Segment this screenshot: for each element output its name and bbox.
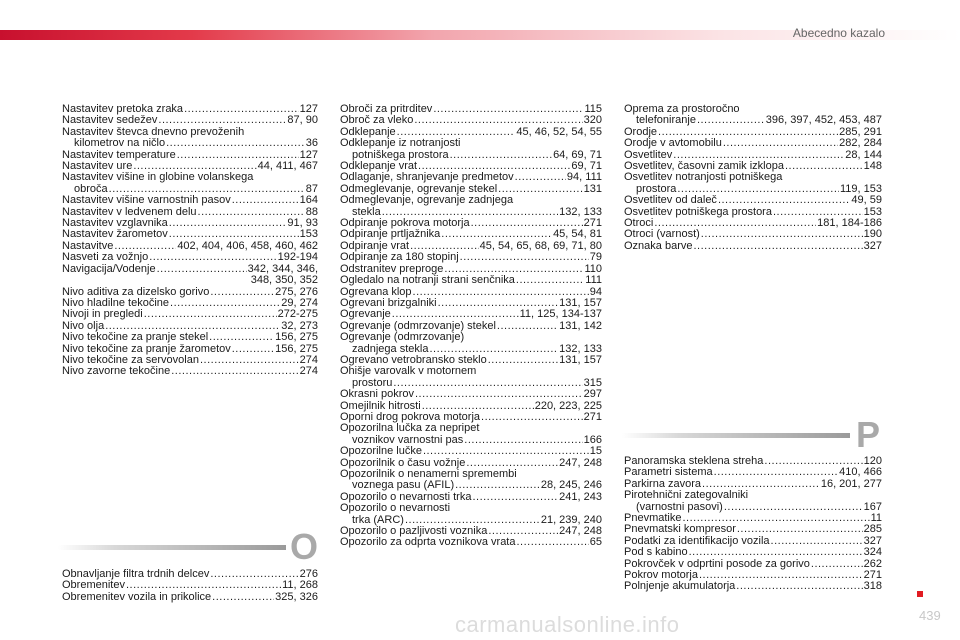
entry-term: prostora (636, 182, 677, 195)
entry-term: Pirotehnični zategovalniki (624, 489, 749, 502)
entry-term: Odpiranje pokrova motorja (340, 217, 470, 230)
page-references[interactable]: 276 (299, 568, 318, 580)
page-references[interactable]: 131, 142 (559, 319, 602, 332)
index-entry[interactable] (340, 469, 602, 492)
page-references[interactable]: 127 (299, 103, 318, 115)
leader-dots (166, 138, 305, 149)
entry-term: Odklepanje iz notranjosti (340, 137, 461, 150)
entry-term: Osvetlitev, časovni zamik izklopa (624, 160, 784, 173)
entry-term: Navigacija/Vodenje (62, 262, 156, 275)
entry-term: Orodje v avtomobilu (624, 137, 722, 150)
leader-dots (450, 150, 552, 161)
page-references[interactable]: 262 (863, 557, 882, 570)
page-references[interactable]: 110 (584, 262, 602, 275)
entry-term: Odlaganje, shranjevanje predmetov (340, 171, 514, 184)
entry-term: Nivoji in pregledi (62, 308, 143, 321)
leader-dots (736, 581, 862, 592)
entry-term: Nastavitev ure (62, 160, 133, 173)
page-references[interactable]: 119, 153 (839, 182, 882, 195)
index-entry[interactable] (340, 138, 602, 161)
page-references[interactable]: 131 (583, 182, 602, 195)
page-references[interactable]: 241, 243 (559, 490, 602, 503)
page-references[interactable]: 87, 90 (287, 114, 318, 127)
entry-term: Okrasni pokrov (340, 388, 414, 401)
page-references[interactable]: 16, 201, 277 (820, 477, 882, 490)
index-entry[interactable] (340, 503, 602, 526)
entry-term: Nastavitev števca dnevno prevoženih (62, 125, 245, 138)
page-references[interactable]: 153 (299, 228, 318, 241)
index-column-3-p (624, 456, 882, 593)
entry-term: Ohišje varovalk v motornem (340, 365, 477, 378)
leader-dots (718, 195, 850, 206)
index-entry[interactable] (340, 389, 602, 400)
entry-term: Osvetlitev (624, 148, 673, 161)
entry-term: Nastavitev žarometov (62, 228, 168, 241)
letter-divider-rule (58, 545, 286, 550)
page-references[interactable]: 32, 273 (281, 319, 318, 332)
leader-dots (689, 547, 863, 558)
entry-term: Odpiranje prtljažnika (340, 228, 441, 241)
entry-term: Nastavitev sedežev (62, 114, 158, 127)
page-references[interactable]: 44, 411, 467 (257, 160, 318, 173)
page-references[interactable]: 181, 184-186 (817, 217, 882, 230)
index-column-3-o (624, 104, 882, 252)
entry-term: Nastavitev v ledvenem delu (62, 205, 197, 218)
index-entry[interactable] (62, 592, 318, 603)
entry-term: Nivo hladilne tekočine (62, 296, 170, 309)
leader-dots (415, 389, 583, 400)
entry-term: Obnavljanje filtra trdnih delcev (62, 568, 210, 580)
entry-term: Obremenitev vozila in prikolice (62, 590, 212, 603)
page-references[interactable]: 285 (863, 523, 882, 536)
index-entry[interactable] (62, 366, 318, 377)
entry-term: Ogrevanje (340, 308, 391, 321)
entry-row (62, 252, 318, 263)
leader-dots (232, 195, 299, 206)
page-references[interactable]: 11, 268 (282, 579, 318, 592)
leader-dots (785, 161, 863, 172)
entry-term: Ogrevano vetrobransko steklo (340, 353, 487, 366)
entry-term: Opozorilo o pazljivosti voznika (340, 525, 488, 538)
page-number: 439 (919, 608, 941, 623)
page-references[interactable]: 88 (305, 205, 318, 218)
entry-row (340, 252, 602, 263)
leader-dots (723, 138, 838, 149)
page-references[interactable]: 45, 54, 65, 68, 69, 71, 80 (479, 239, 602, 252)
entry-term: Nivo tekočine za pranje stekel (62, 331, 209, 344)
index-entry[interactable] (624, 547, 882, 558)
page-references[interactable]: 297 (583, 388, 602, 401)
entry-row (624, 195, 882, 206)
page-references[interactable]: 156, 275 (275, 331, 318, 344)
leader-dots (516, 275, 584, 286)
leader-dots (811, 559, 863, 570)
entry-term: Obremenitev (62, 579, 125, 592)
entry-term: obroča (74, 182, 108, 195)
entry-term: Ogrevani brizgalniki (340, 296, 437, 309)
entry-term: kilometrov na ničlo (74, 137, 166, 150)
letter-divider-o (58, 526, 319, 567)
leader-dots (210, 287, 274, 298)
entry-term: Odmeglevanje, ogrevanje stekel (340, 182, 498, 195)
leader-dots (423, 446, 589, 457)
entry-term: trka (ARC) (352, 513, 404, 526)
leader-dots (149, 252, 276, 263)
entry-term: Oporni drog pokrova motorja (340, 410, 481, 423)
page-references[interactable]: 247, 248 (559, 525, 602, 538)
entry-term: Ogrevana klop (340, 285, 412, 298)
page-references[interactable]: 115 (584, 103, 602, 115)
entry-row (340, 389, 602, 400)
leader-dots (157, 264, 247, 275)
page-references[interactable]: 153 (863, 205, 882, 218)
entry-term: Orodje (624, 125, 658, 138)
leader-dots (169, 218, 287, 229)
page-references[interactable]: 120 (863, 455, 882, 467)
index-entry[interactable] (624, 195, 882, 206)
index-entry[interactable] (340, 252, 602, 263)
entry-term: Otroci (624, 217, 654, 230)
entry-term: Obroč za vleko (340, 114, 414, 127)
entry-term: Ogrevanje (odmrzovanje) (340, 331, 465, 344)
page-references[interactable]: 282, 284 (839, 137, 882, 150)
leader-dots (472, 492, 558, 503)
entry-term: Odmeglevanje, ogrevanje zadnjega (340, 194, 514, 207)
entry-term: Opozorilna lučka za nepripet (340, 422, 480, 435)
page-references[interactable]: 69, 71 (571, 160, 602, 173)
page-references[interactable]: 94, 111 (566, 171, 602, 184)
entry-term: potniškega prostora (352, 148, 449, 161)
entry-term: Nastavitev pretoka zraka (62, 103, 184, 115)
leader-dots (433, 104, 583, 115)
page-references[interactable]: 94 (589, 285, 602, 298)
leader-dots (232, 344, 274, 355)
entry-term: Osvetlitev od daleč (624, 194, 717, 207)
page-references[interactable]: 156, 275 (275, 342, 318, 355)
page-references[interactable]: 285, 291 (839, 125, 882, 138)
entry-term: voznikov varnostni pas (352, 433, 464, 446)
page-references[interactable]: 49, 59 (851, 194, 882, 207)
index-entry[interactable] (340, 446, 602, 457)
entry-term: Pnevmatski kompresor (624, 523, 736, 536)
entry-row (62, 138, 318, 149)
page-references[interactable]: 79 (589, 251, 602, 264)
entry-term: Osvetlitev notranjosti potniškega (624, 171, 783, 184)
entry-term: Pod s kabino (624, 546, 688, 559)
leader-dots (488, 355, 558, 366)
leader-dots (200, 355, 299, 366)
leader-dots (714, 467, 839, 478)
entry-term: Podatki za identifikacijo vozila (624, 534, 770, 547)
entry-term: Opozorilo o nevarnosti (340, 502, 451, 515)
page-references[interactable]: 28, 144 (845, 148, 882, 161)
page-references[interactable]: 275, 276 (275, 285, 318, 298)
index-entry[interactable] (62, 264, 318, 287)
index-entry[interactable] (62, 127, 318, 150)
entry-term: telefoniranje (636, 114, 696, 127)
index-entry[interactable] (624, 581, 882, 592)
leader-dots (393, 378, 582, 389)
index-entry[interactable] (624, 104, 882, 127)
entry-term: Omejilnik hitrosti (340, 399, 421, 412)
letter-heading-p: P (856, 414, 881, 455)
entry-term: voznega pasu (AFIL) (352, 479, 455, 492)
entry-term: Opozorilnik o času vožnje (340, 456, 466, 469)
index-entry[interactable] (340, 195, 602, 218)
page-references[interactable]: 127 (299, 148, 318, 161)
entry-term: Osvetlitev potniškega prostora (624, 205, 772, 218)
entry-row (62, 366, 318, 377)
entry-term: Nivo tekočine za pranje žarometov (62, 342, 231, 355)
page-references[interactable]: 11 (870, 512, 882, 525)
entry-term: Opozorilo za odprta voznikova vrata (340, 536, 516, 549)
entry-row (624, 547, 882, 558)
entry-term: stekla (352, 205, 381, 218)
index-entry[interactable] (340, 332, 602, 355)
entry-term: Opozorilnik o nenamerni spremembi (340, 468, 517, 480)
page-references[interactable]: 315 (583, 376, 602, 389)
page-references[interactable]: 148 (863, 160, 882, 173)
index-entry[interactable] (340, 275, 602, 286)
entry-term: Pokrovček v odprtini posode za gorivo (624, 557, 810, 570)
section-title: Abecedno kazalo (792, 26, 885, 40)
entry-term: Parametri sistema (624, 466, 713, 479)
index-entry[interactable] (62, 252, 318, 263)
leader-dots (171, 366, 298, 377)
entry-row (62, 195, 318, 206)
page-references[interactable]: 111 (585, 274, 602, 287)
entry-term: Oprema za prostoročno (624, 103, 740, 115)
entry-term: Nastavitev višine varnostnih pasov (62, 194, 231, 207)
page-references[interactable]: 132, 133 (559, 342, 602, 355)
entry-term: Nastavitev vzglavnika (62, 217, 168, 230)
page-references[interactable]: 274 (299, 353, 318, 366)
leader-dots (212, 592, 274, 603)
entry-term: Pokrov motorja (624, 569, 698, 582)
letter-heading-o: O (290, 526, 319, 567)
entry-term: Oznaka barve (624, 239, 693, 252)
entry-row (340, 446, 602, 457)
leader-dots (170, 298, 280, 309)
entry-row (624, 241, 882, 252)
leader-dots (697, 115, 765, 126)
leader-dots (464, 435, 582, 446)
leader-dots (724, 502, 863, 513)
page-references[interactable]: 318 (863, 580, 882, 593)
index-entry[interactable] (340, 423, 602, 446)
entry-term: Ogledalo na notranji strani senčnika (340, 274, 515, 287)
letter-divider-rule (622, 433, 850, 438)
page-references[interactable]: 87 (305, 182, 318, 195)
entry-row (62, 309, 318, 320)
entry-term: Polnjenje akumulatorja (624, 580, 736, 593)
page-references[interactable]: 164 (299, 194, 318, 207)
letter-divider-p (622, 414, 882, 455)
index-entry[interactable] (340, 537, 602, 548)
entry-term: Otroci (varnost) (624, 228, 700, 241)
index-entry[interactable] (624, 172, 882, 195)
page-references[interactable]: 29, 274 (281, 296, 318, 309)
page-references[interactable]: 28, 245, 246 (540, 479, 602, 492)
page-references[interactable]: 11, 125, 134-137 (519, 308, 602, 321)
page-references[interactable]: 410, 466 (839, 466, 882, 479)
index-entry[interactable] (340, 366, 602, 389)
page-references[interactable]: 132, 133 (559, 205, 602, 218)
index-column-1-o (62, 569, 318, 603)
leader-dots (184, 104, 299, 115)
page-references[interactable]: 36 (305, 137, 318, 150)
page-references[interactable]: 402, 404, 406, 458, 460, 462 (177, 239, 318, 252)
leader-dots (515, 172, 566, 183)
index-entry[interactable] (624, 138, 882, 149)
entry-term: Odklepanje vrat (340, 160, 418, 173)
page-references[interactable]: 91, 93 (287, 217, 318, 230)
entry-term: Nivo tekočine za servovolan (62, 353, 199, 366)
entry-term: Odstranitev preproge (340, 262, 444, 275)
index-entry[interactable] (624, 241, 882, 252)
entry-term: Obroči za pritrditev (340, 103, 433, 115)
page-references[interactable]: 220, 223, 225 (534, 399, 602, 412)
index-entry[interactable] (624, 490, 882, 513)
entry-row (62, 332, 318, 343)
page-references[interactable]: 271 (863, 569, 882, 582)
leader-dots (392, 309, 519, 320)
entry-row (624, 138, 882, 149)
entry-term: Panoramska steklena streha (624, 455, 764, 467)
page-references-continued[interactable]: 348, 350, 352 (250, 274, 318, 287)
page-references[interactable]: 320 (583, 114, 602, 127)
entry-row (340, 309, 602, 320)
entry-row (624, 581, 882, 592)
entry-term: Opozorilo o nevarnosti trka (340, 490, 472, 503)
page-references[interactable]: 396, 397, 452, 453, 487 (765, 114, 882, 127)
page-references[interactable]: 327 (863, 534, 882, 547)
page-references[interactable]: 192-194 (277, 251, 318, 264)
entry-term: Nivo olja (62, 319, 105, 332)
entry-term: Nastavitev temperature (62, 148, 176, 161)
leader-dots (701, 229, 863, 240)
entry-term: Nivo zavorne tekočine (62, 365, 171, 378)
entry-term: Parkirna zavora (624, 477, 702, 490)
page-references[interactable]: 271 (583, 410, 602, 423)
page-references[interactable]: 342, 344, 346, (247, 262, 318, 275)
leader-dots (516, 537, 588, 548)
leader-dots (460, 252, 589, 263)
entry-term: Nivo aditiva za dizelsko gorivo (62, 285, 210, 298)
index-entry[interactable] (340, 309, 602, 320)
page-references[interactable]: 325, 326 (275, 590, 318, 603)
page-references[interactable]: 324 (863, 546, 882, 559)
entry-row (62, 592, 318, 603)
page-references[interactable]: 65 (589, 536, 602, 549)
entry-row (340, 537, 602, 548)
entry-term: (varnostni pasovi) (636, 500, 723, 513)
entry-term: Ogrevanje (odmrzovanje) stekel (340, 319, 496, 332)
page-references[interactable]: 272-275 (277, 308, 318, 321)
entry-term: Pnevmatike (624, 512, 682, 525)
page-references[interactable]: 21, 239, 240 (540, 513, 602, 526)
entry-term: zadnjega stekla (352, 342, 429, 355)
entry-term: Opozorilne lučke (340, 445, 422, 458)
page-references[interactable]: 15 (589, 445, 602, 458)
leader-dots (209, 332, 274, 343)
page-references[interactable]: 131, 157 (559, 296, 602, 309)
leader-dots (144, 309, 277, 320)
page-references[interactable]: 327 (863, 239, 882, 252)
index-entry[interactable] (62, 172, 318, 195)
page-references[interactable]: 166 (583, 433, 602, 446)
leader-dots (481, 412, 583, 423)
page-references[interactable]: 45, 54, 81 (553, 228, 602, 241)
entry-term: Odpiranje za 180 stopinj (340, 251, 459, 264)
entry-term: Odpiranje vrat (340, 239, 410, 252)
page-references[interactable]: 274 (299, 365, 318, 378)
page-marker (917, 591, 923, 597)
index-column-1-n (62, 104, 318, 378)
entry-term: Nastavitev višine in globine volanskega (62, 171, 254, 184)
index-column-2 (340, 104, 602, 549)
entry-term: Nastavitve (62, 239, 114, 252)
page-references[interactable]: 131, 157 (559, 353, 602, 366)
page-references[interactable]: 247, 248 (559, 456, 602, 469)
entry-row (340, 275, 602, 286)
watermark: carmanualsonline.info (455, 612, 680, 637)
page-references[interactable]: 64, 69, 71 (553, 148, 602, 161)
index-entry[interactable] (62, 332, 318, 343)
entry-term: Nasveti za vožnjo (62, 251, 149, 264)
page-references[interactable]: 167 (863, 500, 882, 513)
index-entry[interactable] (62, 195, 318, 206)
page-references[interactable]: 271 (583, 217, 602, 230)
page-references[interactable]: 190 (863, 228, 882, 241)
leader-dots (693, 241, 862, 252)
page-references[interactable]: 45, 46, 52, 54, 55 (516, 125, 602, 138)
index-entry[interactable] (62, 309, 318, 320)
leader-dots (497, 321, 558, 332)
entry-term: prostoru (352, 376, 393, 389)
leader-dots (771, 536, 863, 547)
entry-term: Odklepanje (340, 125, 396, 138)
